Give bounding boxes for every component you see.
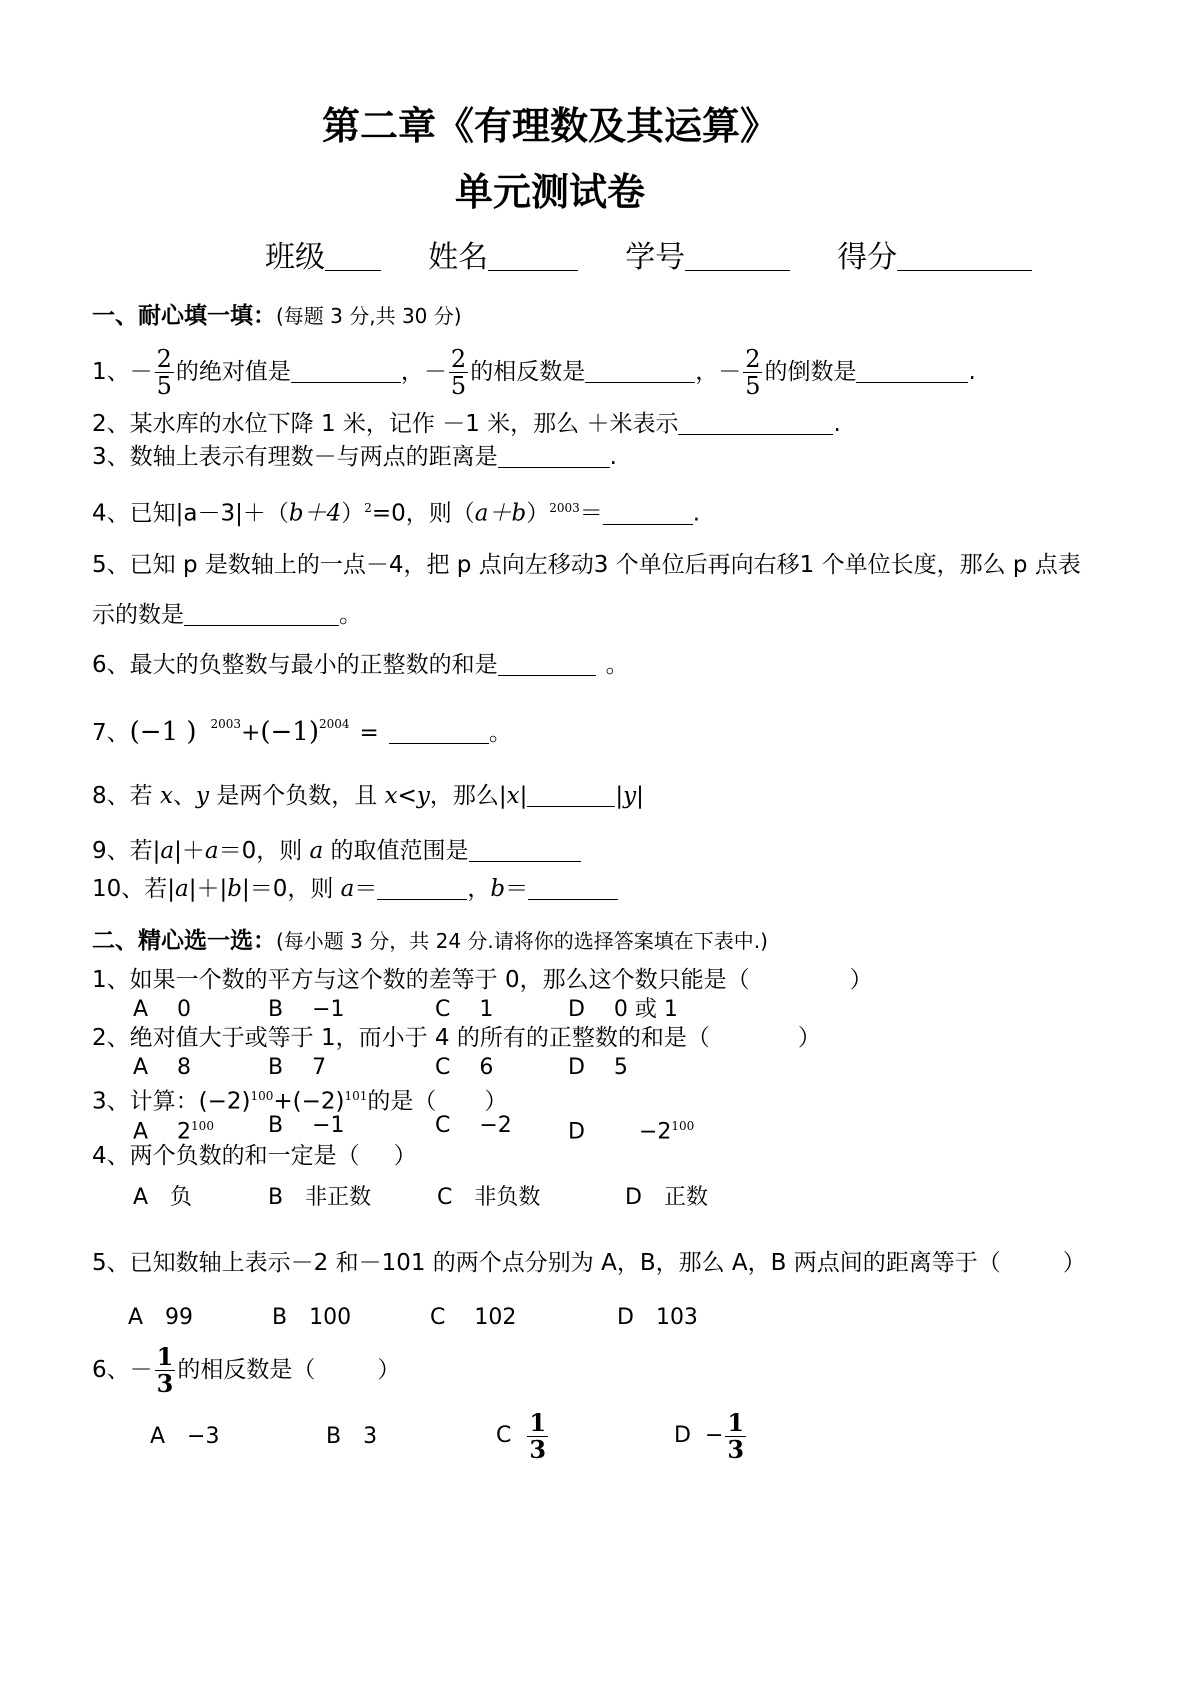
q9-eq: ＝0，则	[218, 838, 310, 864]
var-b: b	[490, 876, 506, 902]
option-d-label: D	[568, 1119, 585, 1145]
s2-q3	[92, 1082, 507, 1116]
number-label: 学号	[625, 240, 686, 275]
s1-q6	[92, 651, 629, 679]
period: 。	[605, 652, 629, 678]
var-a: a	[175, 876, 189, 902]
paren-close: ）	[1062, 1250, 1086, 1276]
answer-blank[interactable]	[528, 877, 618, 900]
equals: =	[359, 720, 379, 746]
option-a[interactable]: A 0	[133, 997, 192, 1022]
option-d[interactable]: D 103	[617, 1305, 698, 1330]
option-d[interactable]: D 正数	[625, 1185, 708, 1210]
s2-q5-text: 5、已知数轴上表示－2 和－101 的两个点分别为 A，B，那么 A，B 两点间的距离等于（	[92, 1250, 1001, 1276]
option-d[interactable]	[568, 1112, 694, 1146]
exponent: 100	[191, 1119, 214, 1133]
numerator: 1	[156, 1342, 174, 1371]
paren-close: ）	[484, 1088, 508, 1115]
s1-q2	[92, 410, 841, 438]
q10-eq: |＝0，则	[241, 876, 341, 902]
var-y: y	[195, 783, 209, 809]
option-d[interactable]: D 5	[568, 1055, 628, 1080]
option-b[interactable]: B 3	[326, 1424, 378, 1449]
q-number: 7、	[92, 720, 130, 746]
q1-text-c: 的相反数是	[470, 359, 586, 385]
q3-text: 3、数轴上表示有理数－与两点的距离是	[92, 444, 498, 470]
paren-close: ）	[377, 1357, 401, 1383]
numerator: 1	[727, 1407, 745, 1437]
number-field[interactable]	[685, 248, 790, 271]
var-x: x	[384, 783, 398, 809]
fraction-2-5	[449, 346, 468, 399]
base-minus-one: (−1)	[260, 717, 319, 747]
exponent: 100	[250, 1089, 274, 1103]
var-y: y	[416, 783, 430, 809]
option-c[interactable]: C 非负数	[437, 1185, 541, 1210]
period: .	[833, 411, 841, 437]
option-c-label: C	[496, 1423, 512, 1448]
s2-q3-post: 的是（	[367, 1088, 437, 1115]
abs-bar: |	[519, 783, 528, 809]
fraction-2-5	[743, 346, 762, 399]
option-c[interactable]: C 1	[435, 997, 494, 1022]
s2-q6	[92, 1342, 400, 1398]
s2-q2	[92, 1024, 821, 1052]
s2-q6-text: 的相反数是（	[177, 1357, 316, 1383]
answer-blank[interactable]	[498, 445, 610, 468]
s1-q4	[92, 494, 700, 528]
option-c[interactable]	[496, 1408, 550, 1464]
denominator: 5	[156, 372, 172, 400]
exponent: 100	[671, 1119, 695, 1133]
var-x: x	[506, 783, 520, 809]
s1-q9	[92, 837, 581, 865]
equals: ＝	[579, 500, 603, 527]
section2-title: 二、精心选一选：	[92, 928, 276, 954]
s1-q5-line2	[92, 601, 362, 629]
period: .	[968, 359, 976, 385]
answer-blank[interactable]	[856, 360, 968, 383]
name-label: 姓名	[428, 240, 489, 275]
section1-heading	[92, 302, 462, 330]
q2-text: 2、某水库的水位下降 1 米，记作 －1 米，那么 ＋米表示	[92, 411, 679, 437]
paren: ）	[526, 500, 550, 527]
period: 。	[488, 720, 512, 746]
section1-title: 一、耐心填一填：	[92, 303, 276, 329]
s2-q3-pre: 3、计算：(−2)	[92, 1088, 251, 1115]
q-number: 6、	[92, 1357, 130, 1383]
comma: ，	[400, 359, 424, 385]
answer-blank[interactable]	[469, 839, 581, 862]
s2-q5	[92, 1249, 1086, 1277]
option-b[interactable]: B 非正数	[268, 1185, 372, 1210]
plus: +	[241, 720, 261, 746]
period: .	[692, 500, 701, 527]
option-b[interactable]: B −1	[268, 1113, 345, 1138]
option-b[interactable]: B 7	[268, 1055, 327, 1080]
name-field[interactable]	[488, 248, 578, 271]
q5-text: 示的数是	[92, 602, 184, 628]
s2-q1	[92, 966, 873, 994]
equals: ＝	[354, 876, 378, 902]
q1-text-a: 的绝对值是	[175, 359, 291, 385]
fraction-1-3	[527, 1407, 548, 1464]
option-a[interactable]: A 99	[128, 1305, 194, 1330]
q4-eq: =0，则（	[371, 500, 475, 527]
q-number: 1、	[92, 359, 130, 385]
fraction-2-5	[155, 346, 174, 399]
option-a[interactable]: A −3	[150, 1424, 220, 1449]
q4-pre: 4、已知|a－3|＋（	[92, 500, 289, 527]
var-y: y	[623, 783, 637, 809]
answer-blank[interactable]	[603, 502, 693, 525]
exponent: 2	[364, 501, 372, 515]
numerator: 2	[745, 345, 761, 373]
minus-sign: －	[129, 1357, 153, 1383]
q9-post: 的取值范围是	[323, 838, 469, 864]
denominator: 5	[450, 372, 467, 400]
var-b: b	[227, 876, 242, 902]
q6-text: 6、最大的负整数与最小的正整数的和是	[92, 652, 498, 678]
numerator: 2	[156, 345, 172, 373]
fraction-1-3	[155, 1344, 176, 1397]
denominator: 3	[727, 1434, 745, 1464]
minus-sign: −	[704, 1423, 724, 1448]
s1-q3	[92, 443, 617, 471]
section2-heading	[92, 927, 768, 955]
option-d-label: D	[674, 1423, 691, 1448]
var-a: a	[160, 838, 175, 864]
period: .	[609, 444, 617, 470]
q9-mid: |＋	[174, 838, 205, 864]
fraction-1-3	[725, 1407, 746, 1464]
var-x: x	[159, 783, 173, 809]
exponent: 2003	[210, 717, 242, 731]
s1-q10	[92, 875, 618, 903]
q10-mid: |＋|	[188, 876, 228, 902]
separator: 、	[172, 783, 196, 809]
a-plus-b: a＋b	[474, 500, 527, 527]
comma: ，	[695, 359, 719, 385]
paren-close: ）	[849, 967, 873, 993]
minus-sign: －	[423, 359, 447, 385]
paren: ）	[341, 500, 365, 527]
option-c[interactable]: C 102	[430, 1305, 517, 1330]
score-label: 得分	[837, 240, 898, 275]
page-title: 第二章《有理数及其运算》	[321, 104, 778, 148]
answer-blank[interactable]	[678, 412, 833, 435]
option-d[interactable]: D 0 或 1	[568, 997, 678, 1022]
s2-q3-mid: +(−2)	[273, 1088, 345, 1115]
answer-blank[interactable]	[498, 653, 596, 676]
answer-blank[interactable]	[184, 603, 339, 626]
s1-q1	[92, 344, 976, 400]
s2-q4	[92, 1142, 417, 1170]
exponent: 101	[344, 1089, 368, 1103]
answer-blank[interactable]	[527, 784, 615, 807]
denominator: 3	[156, 1369, 174, 1398]
s1-q8	[92, 782, 644, 810]
option-b[interactable]: B 100	[272, 1305, 352, 1330]
answer-blank[interactable]	[585, 360, 695, 383]
answer-blank[interactable]	[291, 360, 401, 383]
option-d[interactable]	[674, 1408, 748, 1464]
answer-blank[interactable]	[389, 721, 489, 744]
minus-sign: －	[129, 359, 153, 385]
option-b[interactable]: B −1	[268, 997, 345, 1022]
s1-q5-line1: 5、已知 p 是数轴上的一点－4，把 p 点向左移动3 个单位后再向右移1 个单位长度，那么 p 点表	[92, 552, 1081, 578]
var-a: a	[204, 838, 219, 864]
s2-q2-text: 2、绝对值大于或等于 1，而小于 4 的所有的正整数的和是（	[92, 1025, 710, 1051]
class-field[interactable]	[325, 248, 381, 271]
option-d-value: −2	[638, 1119, 672, 1145]
comma: ，	[467, 876, 491, 902]
paren-close: ）	[393, 1143, 417, 1169]
section2-note: (每小题 3 分，共 24 分.请将你的选择答案填在下表中.)	[276, 929, 768, 953]
abs-bar: |	[615, 783, 624, 809]
b-plus-4: b＋4	[288, 500, 342, 527]
less-than: <	[397, 783, 417, 809]
option-a[interactable]: A 负	[133, 1185, 193, 1210]
period: 。	[339, 602, 362, 628]
option-a-label: A 2	[133, 1119, 192, 1145]
s1-q7	[92, 710, 512, 747]
numerator: 2	[450, 345, 467, 373]
score-field[interactable]	[897, 248, 1032, 271]
q9-pre: 9、若|	[92, 838, 161, 864]
q1-text-e: 的倒数是	[764, 359, 857, 385]
q10-pre: 10、若|	[92, 876, 176, 902]
denominator: 3	[529, 1434, 547, 1464]
option-c[interactable]: C 6	[435, 1055, 494, 1080]
option-a[interactable]: A 8	[133, 1055, 192, 1080]
option-c[interactable]: C −2	[435, 1113, 512, 1138]
abs-bar: |	[636, 783, 644, 809]
q8-mid: 是两个负数，且	[208, 783, 385, 809]
exponent: 2003	[549, 501, 580, 515]
s2-q4-text: 4、两个负数的和一定是（	[92, 1143, 360, 1169]
q8-pre: 8、若	[92, 783, 160, 809]
exponent: 2004	[318, 717, 350, 731]
equals: ＝	[505, 876, 529, 902]
numerator: 1	[529, 1407, 547, 1437]
s2-q1-text: 1、如果一个数的平方与这个数的差等于 0，那么这个数只能是（	[92, 967, 750, 993]
paren-close: ）	[797, 1025, 821, 1051]
denominator: 5	[745, 372, 761, 400]
answer-blank[interactable]	[377, 877, 467, 900]
var-a: a	[340, 876, 355, 902]
student-info-line	[265, 240, 1032, 276]
page-subtitle: 单元测试卷	[454, 170, 645, 214]
class-label: 班级	[265, 240, 325, 275]
base-minus-one: (−1 )	[129, 717, 197, 747]
q8-then: ，那么|	[429, 783, 507, 809]
minus-sign: －	[718, 359, 742, 385]
section1-note: (每题 3 分,共 30 分)	[276, 304, 462, 328]
var-a: a	[309, 838, 324, 864]
